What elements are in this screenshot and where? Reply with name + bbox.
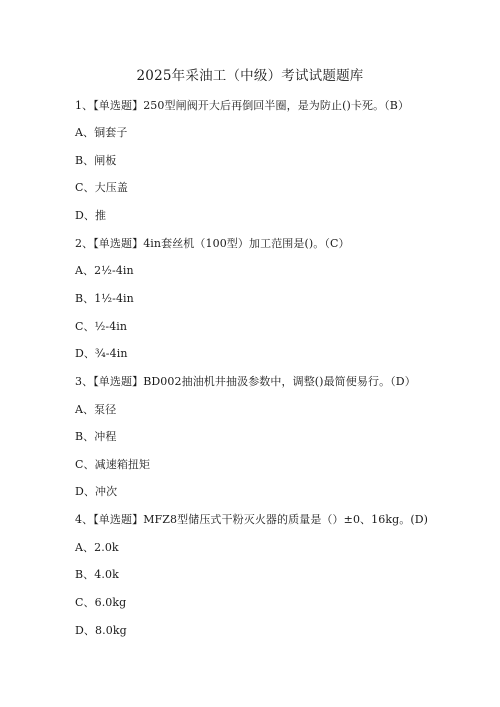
q1-option-a: A、铜套子 xyxy=(75,126,128,139)
q1-option-d: D、推 xyxy=(75,209,107,222)
q2-option-b: B、1½-4in xyxy=(75,292,134,305)
q1-option-c: C、大压盖 xyxy=(75,181,128,194)
q4-option-c: C、6.0kg xyxy=(75,596,127,609)
q3-option-a: A、泵径 xyxy=(75,403,117,416)
q3-option-d: D、冲次 xyxy=(75,485,118,498)
q4-option-d: D、8.0kg xyxy=(75,624,127,637)
q2-option-d: D、¾-4in xyxy=(75,347,128,360)
q4-option-b: B、4.0k xyxy=(75,568,119,581)
q4-option-a: A、2.0k xyxy=(75,541,119,554)
question-4: 4、【单选题】MFZ8型储压式干粉灭火器的质量是（）±0、16kg。(D) xyxy=(75,513,429,526)
document-title: 2025年采油工（中级）考试试题题库 xyxy=(136,68,364,84)
q2-option-a: A、2½-4in xyxy=(75,264,134,277)
q1-option-b: B、闸板 xyxy=(75,154,117,167)
q2-option-c: C、½-4in xyxy=(75,320,128,333)
question-3: 3、【单选题】BD002抽油机井抽汲参数中，调整()最简便易行。（D） xyxy=(75,375,416,388)
question-1: 1、【单选题】250型闸阀开大后再倒回半圈，是为防止()卡死。（B） xyxy=(75,99,410,112)
q3-option-b: B、冲程 xyxy=(75,430,117,443)
question-2: 2、【单选题】4in套丝机（100型）加工范围是()。（C） xyxy=(75,237,350,250)
q3-option-c: C、减速箱扭矩 xyxy=(75,458,151,471)
